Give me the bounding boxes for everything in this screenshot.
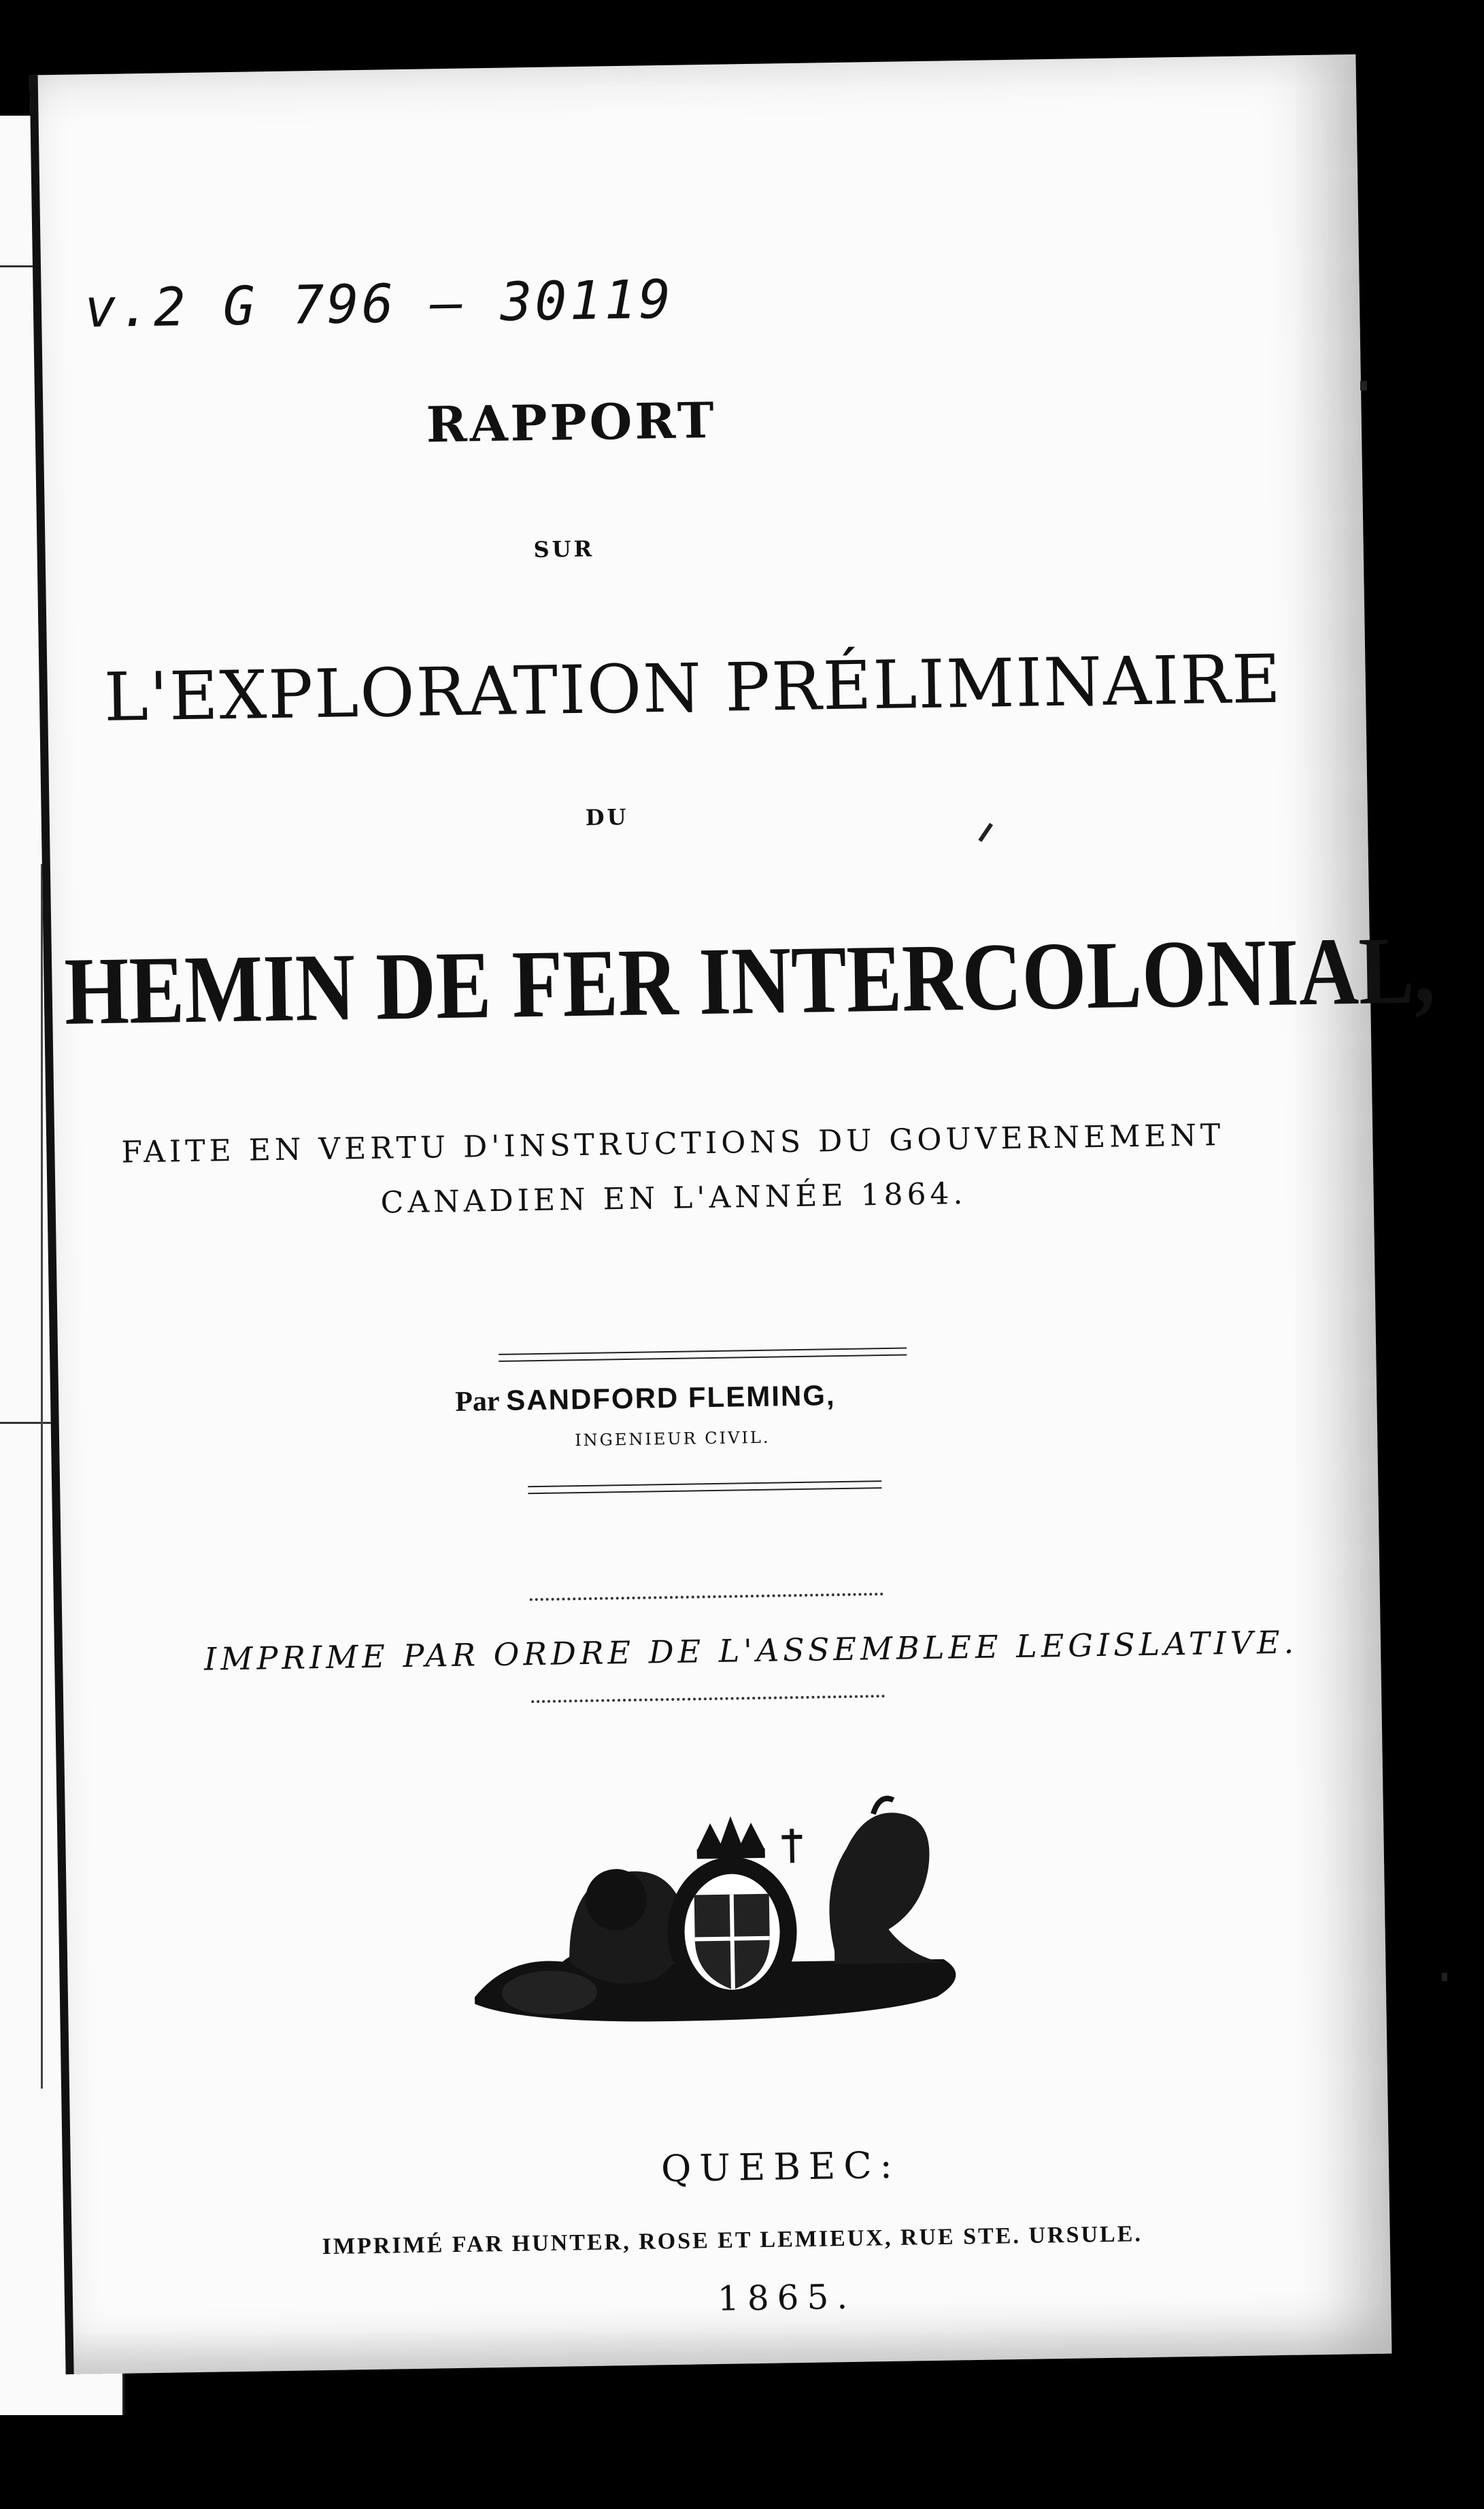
ink-speck xyxy=(1442,1973,1447,1981)
imprint-year: 1865. xyxy=(717,2276,856,2319)
rule-bottom-2 xyxy=(528,1487,881,1494)
imprint-printer: IMPRIMÉ FAR HUNTER, ROSE ET LEMIEUX, RUE STE. URSULE. xyxy=(322,2221,1143,2260)
order-note: IMPRIME PAR ORDRE DE L'ASSEMBLEE LEGISLATIVE. xyxy=(203,1623,1298,1678)
rule-top-2 xyxy=(499,1354,907,1361)
royal-coat-of-arms xyxy=(465,1792,985,2038)
author-name: SANDFORD FLEMING, xyxy=(505,1379,836,1416)
author-role: INGENIEUR CIVIL. xyxy=(574,1427,771,1450)
subtitle-line-1: FAITE EN VERTU D'INSTRUCTIONS DU GOUVERNEMENT xyxy=(121,1118,1225,1170)
subtitle-line-2: CANADIEN EN L'ANNÉE 1864. xyxy=(380,1176,967,1220)
rule-bottom-1 xyxy=(528,1480,881,1487)
dotted-rule-bottom xyxy=(531,1695,885,1703)
title-du: DU xyxy=(585,803,629,831)
title-rapport: RAPPORT xyxy=(426,391,718,454)
page-edge-line xyxy=(41,864,43,2089)
title-subject: L'EXPLORATION PRÉLIMINAIRE xyxy=(103,640,1283,737)
ink-speck xyxy=(1360,381,1367,391)
author-line xyxy=(455,1379,836,1418)
dotted-rule-top xyxy=(530,1593,883,1601)
imprint-city: QUEBEC: xyxy=(660,2143,901,2191)
rule-top-1 xyxy=(499,1347,907,1355)
title-main: HEMIN DE FER INTERCOLONIAL, xyxy=(63,916,1436,1045)
title-sur: SUR xyxy=(533,535,595,563)
ink-mark xyxy=(978,823,993,842)
author-prefix: Par xyxy=(454,1385,500,1418)
title-page xyxy=(30,54,1436,2374)
catalog-mark: v.2 G 796 — 30119 xyxy=(84,269,674,340)
